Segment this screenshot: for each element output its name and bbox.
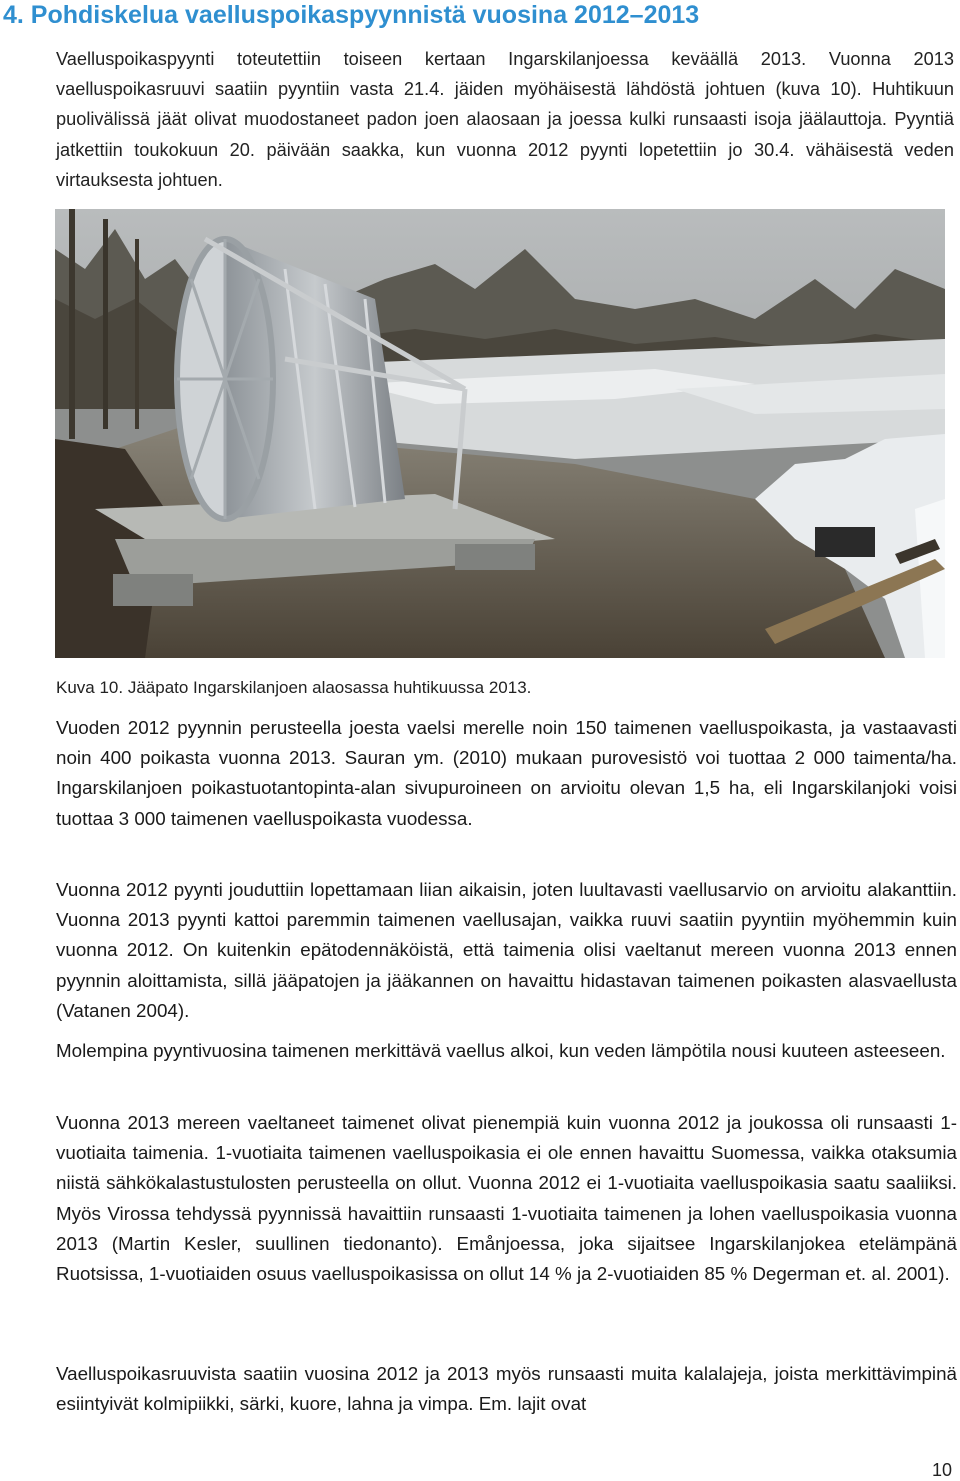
body-paragraph-5: Vaelluspoikasruuvista saatiin vuosina 2012 ja 2013 myös runsaasti muita kalalajeja, joista merkittävimpinä esiintyivät kolmipiikki, särki, kuore, lahna ja vimpa. Em. lajit ovat (56, 1363, 957, 1415)
body-paragraph-1: Vuoden 2012 pyynnin perusteella joesta vaelsi merelle noin 150 taimenen vaelluspoikasta, ja vastaavasti noin 400 poikasta vuonna 2013. Sauran ym. (2010) mukaan purovesistö voi tuottaa 2 000 taimenta/ha. Ingarskilanjoen poikastuotantopinta-alan sivupuroineen on arvioitu olevan 1,5 ha, eli Ingarskilanjoki voisi tuottaa 3 000 taimenen vaelluspoikasta vuodessa. (56, 717, 957, 829)
body-paragraph-3: Molempina pyyntivuosina taimenen merkittävä vaellus alkoi, kun veden lämpötila nousi kuuteen asteeseen. (56, 1040, 946, 1061)
section-heading: 4. Pohdiskelua vaelluspoikaspyynnistä vuosina 2012–2013 (3, 1, 700, 29)
body-paragraph-4: Vuonna 2013 mereen vaeltaneet taimenet olivat pienempiä kuin vuonna 2012 ja joukossa oli runsaasti 1-vuotiaita taimenia. 1-vuotiaita taimenen vaelluspoikasia ei ole ennen havaittu Suomessa, vaikka otaksumia niistä sähkökalastustulosten perusteella on ollut. Vuonna 2012 ei 1-vuotiaita vaelluspoikasia saatu saaliiksi. Myös Virossa tehdyssä pyynnissä havaittiin runsaasti 1-vuotiaita taimenen ja lohen vaelluspoikasia vuonna 2013 (Martin Kesler, suullinen tiedonanto). Emånjoessa, joka sijaitsee Ingarskilanjokea etelämpänä Ruotsissa, 1-vuotiaiden osuus vaelluspoikasissa on ollut 14 % ja 2-vuotiaiden 85 % Degerman et. al. 2001). (56, 1112, 957, 1285)
ice-dam-photo (55, 209, 945, 658)
figure-caption: Kuva 10. Jääpato Ingarskilanjoen alaosassa huhtikuussa 2013. (56, 678, 532, 697)
body-paragraph-2: Vuonna 2012 pyynti jouduttiin lopettamaan liian aikaisin, joten luultavasti vaellusarvio on arvioitu alakanttiin. Vuonna 2013 pyynti kattoi paremmin taimenen vaellusajan, vaikka ruuvi saatiin pyyntiin myöhemmin kuin vuonna 2012. On kuitenkin epätodennäköistä, että taimenia olisi vaeltanut mereen vuonna 2013 ennen pyynnin aloittamista, sillä jääpatojen ja jääkannen on havaittu hidastavan taimenen poikasten alasvaellusta (Vatanen 2004). (56, 879, 957, 1021)
figure-photo (55, 209, 945, 658)
intro-paragraph: Vaelluspoikaspyynti toteutettiin toiseen kertaan Ingarskilanjoessa keväällä 2013. Vuonna 2013 vaelluspoikasruuvi saatiin pyyntiin vasta 21.4. jäiden myöhäisestä lähdöstä johtuen (kuva 10). Huhtikuun puolivälissä jäät olivat muodostaneet padon joen alaosaan ja joessa kulki runsaasti isoja jäälauttoja. Pyyntiä jatkettiin toukokuun 20. päivään saakka, kun vuonna 2012 pyynti lopetettiin jo 30.4. vähäisestä veden virtauksesta johtuen. (56, 49, 954, 190)
page-number: 10 (932, 1460, 953, 1480)
